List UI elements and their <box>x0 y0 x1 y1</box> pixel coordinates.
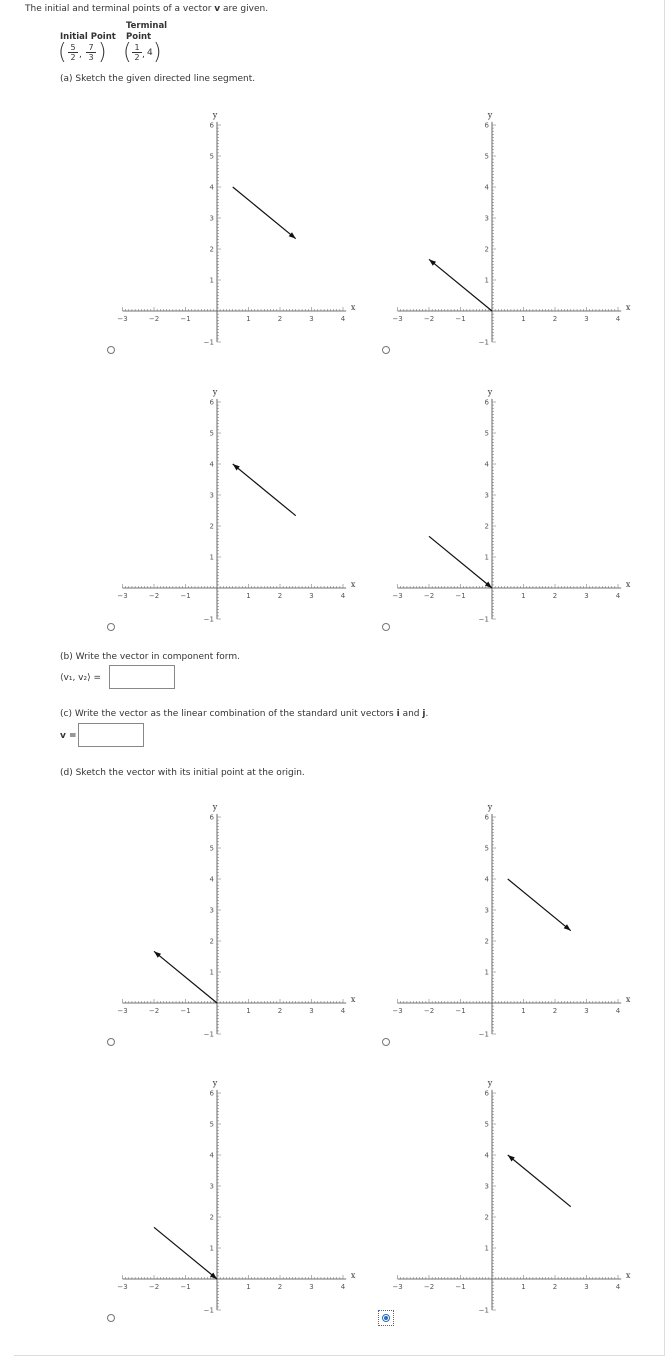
y-axis-label: y <box>487 802 493 812</box>
x-tick-label: −1 <box>455 315 466 323</box>
x-tick-label: 4 <box>340 315 346 323</box>
vector-segment <box>233 464 296 516</box>
y-tick-label: 6 <box>484 813 489 822</box>
x-tick-label: −1 <box>180 315 191 323</box>
x-tick-label: 4 <box>615 592 621 600</box>
x-tick-label: 1 <box>246 315 251 323</box>
y-tick-label: 1 <box>209 553 214 562</box>
vector-segment <box>233 187 296 239</box>
x-tick-label: 4 <box>615 1283 621 1291</box>
graph-d-option-1 <box>115 797 360 1042</box>
x-tick-label: 3 <box>309 592 314 600</box>
vector-v-bold: v <box>214 4 221 14</box>
terminal-x-num: 1 <box>134 43 140 52</box>
x-axis-label: x <box>625 1271 631 1280</box>
x-tick-label: −2 <box>148 315 160 323</box>
y-tick-label: 2 <box>209 245 214 254</box>
graph-d-option-3 <box>115 1073 360 1318</box>
y-tick-label: 1 <box>484 276 489 285</box>
y-tick-label: 6 <box>484 398 489 407</box>
x-tick-label: −3 <box>392 1283 403 1291</box>
x-tick-label: 2 <box>277 1283 283 1291</box>
x-tick-label: 3 <box>584 592 589 600</box>
x-axis-label: x <box>350 303 356 312</box>
y-tick-label: 2 <box>484 245 489 254</box>
y-tick-label: −1 <box>478 338 489 347</box>
part-c-label: v = <box>60 731 77 741</box>
x-tick-label: 2 <box>552 1007 558 1015</box>
x-axis-label: x <box>625 580 631 589</box>
part-d-option-2-radio[interactable] <box>382 1038 390 1046</box>
part-b-prompt: (b) Write the vector in component form. <box>60 652 240 662</box>
y-tick-label: 3 <box>209 214 214 223</box>
x-tick-label: −2 <box>423 1007 435 1015</box>
y-tick-label: 3 <box>484 491 489 500</box>
part-b-label: ⟨v₁, v₂⟩ = <box>60 673 102 683</box>
y-axis-label: y <box>212 802 218 812</box>
y-axis-label: y <box>212 1078 218 1088</box>
vector-segment <box>508 1155 571 1207</box>
x-tick-label: −2 <box>423 315 435 323</box>
part-c-prompt: (c) Write the vector as the linear combination of the standard unit vectors i and j. <box>60 709 429 719</box>
component-form-input[interactable] <box>109 665 175 689</box>
y-axis-label: y <box>487 1078 493 1088</box>
graph-a-option-3 <box>115 382 360 627</box>
initial-y-den: 3 <box>88 53 94 62</box>
x-tick-label: 4 <box>615 1007 621 1015</box>
x-axis-label: x <box>625 303 631 312</box>
initial-x-num: 5 <box>70 43 76 52</box>
y-tick-label: 5 <box>209 844 214 853</box>
initial-x-den: 2 <box>70 53 76 62</box>
x-tick-label: 1 <box>246 1283 251 1291</box>
y-tick-label: 6 <box>484 121 489 130</box>
x-tick-label: −2 <box>148 1007 160 1015</box>
part-a-option-4-radio[interactable] <box>382 623 390 631</box>
y-tick-label: −1 <box>203 615 214 624</box>
terminal-header: Terminal <box>126 21 168 31</box>
x-tick-label: 2 <box>277 592 283 600</box>
y-axis-label: y <box>487 110 493 120</box>
x-tick-label: −3 <box>117 315 128 323</box>
x-tick-label: −1 <box>180 1007 191 1015</box>
y-tick-label: 2 <box>209 937 214 946</box>
x-tick-label: 4 <box>340 592 346 600</box>
x-tick-label: 2 <box>552 592 558 600</box>
question-intro: The initial and terminal points of a vector v are given. <box>25 4 269 14</box>
x-tick-label: 4 <box>615 315 621 323</box>
x-tick-label: 1 <box>246 592 251 600</box>
y-axis-label: y <box>212 387 218 397</box>
y-tick-label: 4 <box>484 183 489 192</box>
part-d-option-3-radio[interactable] <box>107 1314 115 1322</box>
x-tick-label: −1 <box>180 1283 191 1291</box>
x-tick-label: 1 <box>521 592 526 600</box>
x-tick-label: −3 <box>392 315 403 323</box>
x-tick-label: 3 <box>584 1007 589 1015</box>
x-tick-label: 3 <box>309 1283 314 1291</box>
y-tick-label: 3 <box>209 906 214 915</box>
graph-d-option-4 <box>390 1073 635 1318</box>
x-tick-label: 4 <box>340 1007 346 1015</box>
part-a-option-1-radio[interactable] <box>107 346 115 354</box>
y-tick-label: −1 <box>203 1030 214 1039</box>
part-d-prompt: (d) Sketch the vector with its initial point at the origin. <box>60 768 305 778</box>
y-tick-label: 5 <box>209 429 214 438</box>
y-tick-label: 6 <box>484 1089 489 1098</box>
y-tick-label: 2 <box>484 937 489 946</box>
y-tick-label: 5 <box>209 1120 214 1129</box>
x-tick-label: 2 <box>552 1283 558 1291</box>
x-tick-label: −1 <box>180 592 191 600</box>
x-tick-label: 1 <box>521 315 526 323</box>
x-tick-label: 4 <box>340 1283 346 1291</box>
x-axis-label: x <box>625 995 631 1004</box>
y-tick-label: 2 <box>484 1213 489 1222</box>
y-tick-label: 2 <box>484 522 489 531</box>
x-tick-label: −2 <box>423 592 435 600</box>
y-tick-label: 1 <box>209 968 214 977</box>
y-tick-label: 1 <box>484 553 489 562</box>
x-tick-label: 3 <box>309 1007 314 1015</box>
x-tick-label: 1 <box>246 1007 251 1015</box>
x-tick-label: −3 <box>117 1007 128 1015</box>
x-tick-label: 1 <box>521 1283 526 1291</box>
y-tick-label: 1 <box>484 1244 489 1253</box>
x-axis-label: x <box>350 580 356 589</box>
y-axis-label: y <box>487 387 493 397</box>
point-header: Point <box>126 32 152 42</box>
x-tick-label: −3 <box>392 592 403 600</box>
x-tick-label: −3 <box>392 1007 403 1015</box>
vector-segment <box>429 259 492 311</box>
y-tick-label: −1 <box>203 1306 214 1315</box>
y-tick-label: 5 <box>209 152 214 161</box>
y-tick-label: 6 <box>209 813 214 822</box>
x-tick-label: 1 <box>521 1007 526 1015</box>
x-tick-label: −1 <box>455 592 466 600</box>
linear-combination-input[interactable] <box>78 723 144 747</box>
y-tick-label: 3 <box>209 1182 214 1191</box>
graph-d-option-2 <box>390 797 635 1042</box>
vector-segment <box>429 536 492 588</box>
y-tick-label: 1 <box>209 1244 214 1253</box>
y-tick-label: 6 <box>209 398 214 407</box>
initial-y-num: 7 <box>88 43 94 52</box>
y-tick-label: 2 <box>209 1213 214 1222</box>
terminal-x-den: 2 <box>134 53 140 62</box>
x-tick-label: −2 <box>148 1283 160 1291</box>
part-d-option-4-radio[interactable] <box>382 1314 390 1322</box>
y-tick-label: 4 <box>209 1151 214 1160</box>
x-axis-label: x <box>350 1271 356 1280</box>
y-tick-label: 1 <box>209 276 214 285</box>
part-a-option-3-radio[interactable] <box>107 623 115 631</box>
x-tick-label: −2 <box>423 1283 435 1291</box>
initial-point-header: Initial Point <box>60 32 116 42</box>
terminal-y: 4 <box>147 48 153 58</box>
x-tick-label: −2 <box>148 592 160 600</box>
y-tick-label: 1 <box>484 968 489 977</box>
x-axis-label: x <box>350 995 356 1004</box>
x-tick-label: −1 <box>455 1283 466 1291</box>
y-tick-label: 5 <box>484 429 489 438</box>
y-tick-label: 4 <box>209 875 214 884</box>
y-tick-label: 3 <box>484 214 489 223</box>
y-tick-label: 4 <box>209 460 214 469</box>
y-tick-label: −1 <box>478 1306 489 1315</box>
x-tick-label: 2 <box>552 315 558 323</box>
y-tick-label: 4 <box>484 875 489 884</box>
y-tick-label: 3 <box>209 491 214 500</box>
vector-segment <box>154 1227 217 1279</box>
y-tick-label: 4 <box>484 1151 489 1160</box>
graph-a-option-1 <box>115 105 360 350</box>
y-tick-label: −1 <box>478 1030 489 1039</box>
x-tick-label: −3 <box>117 592 128 600</box>
y-tick-label: 4 <box>484 460 489 469</box>
x-tick-label: 2 <box>277 315 283 323</box>
vector-segment <box>154 951 217 1003</box>
part-a-prompt: (a) Sketch the given directed line segment. <box>60 74 256 84</box>
y-tick-label: 6 <box>209 121 214 130</box>
y-tick-label: −1 <box>478 615 489 624</box>
x-tick-label: 2 <box>277 1007 283 1015</box>
y-tick-label: 4 <box>209 183 214 192</box>
part-d-option-1-radio[interactable] <box>107 1038 115 1046</box>
y-tick-label: 5 <box>484 844 489 853</box>
y-tick-label: 5 <box>484 152 489 161</box>
y-tick-label: 6 <box>209 1089 214 1098</box>
graph-a-option-4 <box>390 382 635 627</box>
y-tick-label: −1 <box>203 338 214 347</box>
x-tick-label: 3 <box>584 315 589 323</box>
vector-segment <box>508 879 571 931</box>
graph-a-option-2 <box>390 105 635 350</box>
part-a-option-2-radio[interactable] <box>382 346 390 354</box>
x-tick-label: 3 <box>309 315 314 323</box>
y-axis-label: y <box>212 110 218 120</box>
x-tick-label: 3 <box>584 1283 589 1291</box>
y-tick-label: 3 <box>484 906 489 915</box>
y-tick-label: 3 <box>484 1182 489 1191</box>
x-tick-label: −1 <box>455 1007 466 1015</box>
y-tick-label: 2 <box>209 522 214 531</box>
x-tick-label: −3 <box>117 1283 128 1291</box>
y-tick-label: 5 <box>484 1120 489 1129</box>
